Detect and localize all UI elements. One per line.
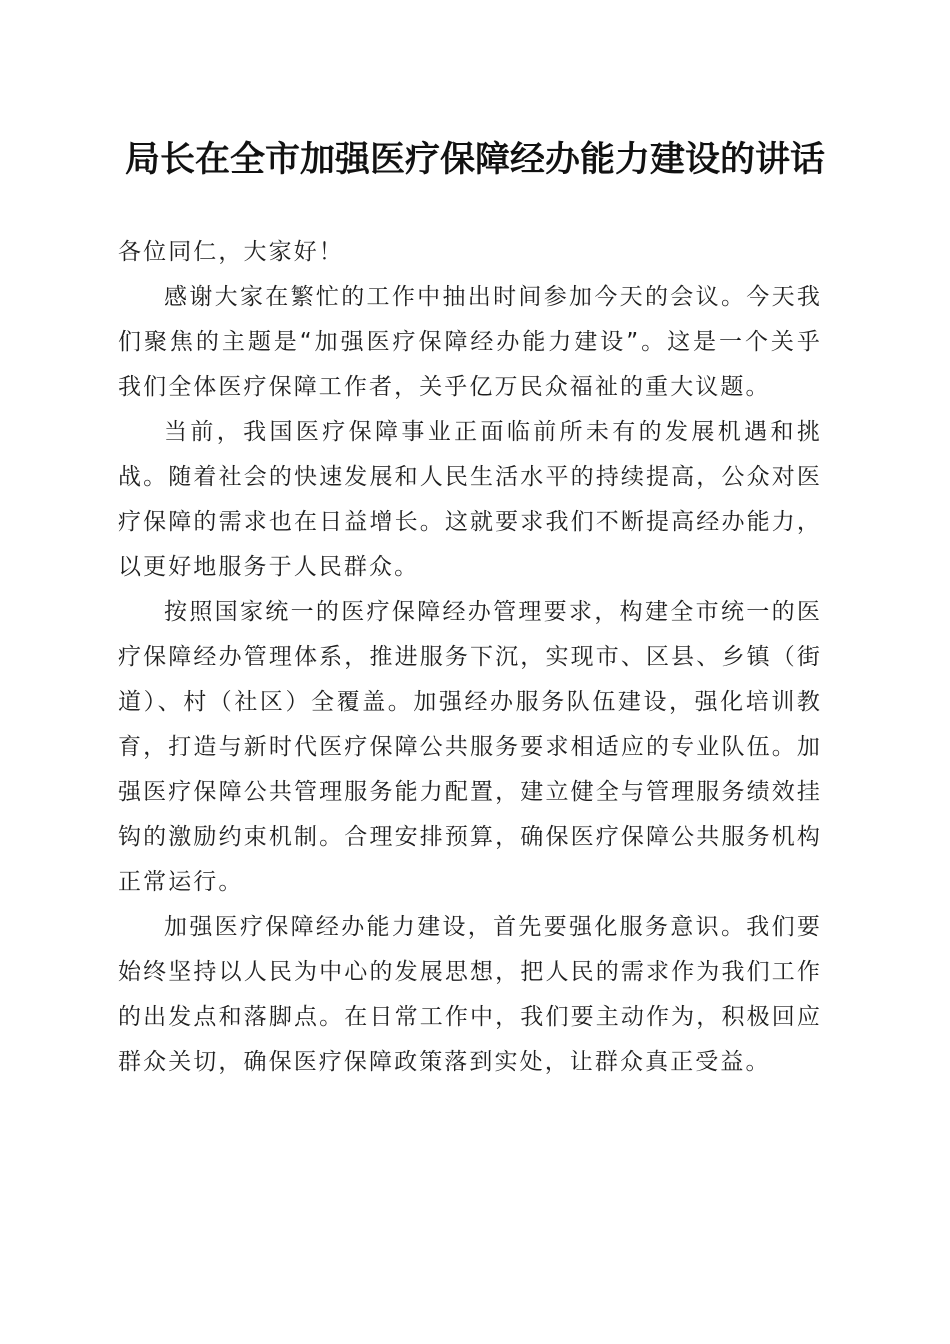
paragraph-3: 按照国家统一的医疗保障经办管理要求，构建全市统一的医疗保障经办管理体系，推进服务下沉，实现市、区县、乡镇（街道）、村（社区）全覆盖。加强经办服务队伍建设，强化培训教育，打造与新时代医疗保障公共服务要求相适应的专业队伍。加强医疗保障公共管理服务能力配置，建立健全与管理服务绩效挂钩的激励约束机制。合理安排预算，确保医疗保障公共服务机构正常运行。 bbox=[118, 599, 822, 895]
paragraph-2: 当前，我国医疗保障事业正面临前所未有的发展机遇和挑战。随着社会的快速发展和人民生活水平的持续提高，公众对医疗保障的需求也在日益增长。这就要求我们不断提高经办能力，以更好地服务于人民群众。 bbox=[118, 419, 822, 580]
paragraph-4: 加强医疗保障经办能力建设，首先要强化服务意识。我们要始终坚持以人民为中心的发展思想，把人民的需求作为我们工作的出发点和落脚点。在日常工作中，我们要主动作为，积极回应群众关切，确保医疗保障政策落到实处，让群众真正受益。 bbox=[118, 914, 822, 1075]
speech-body bbox=[118, 230, 822, 1085]
greeting-line: 各位同仁，大家好！ bbox=[118, 239, 344, 265]
paragraph-1: 感谢大家在繁忙的工作中抽出时间参加今天的会议。今天我们聚焦的主题是“加强医疗保障经办能力建设”。这是一个关乎我们全体医疗保障工作者，关乎亿万民众福祉的重大议题。 bbox=[118, 284, 822, 400]
page-title: 局长在全市加强医疗保障经办能力建设的讲话 bbox=[124, 139, 825, 180]
